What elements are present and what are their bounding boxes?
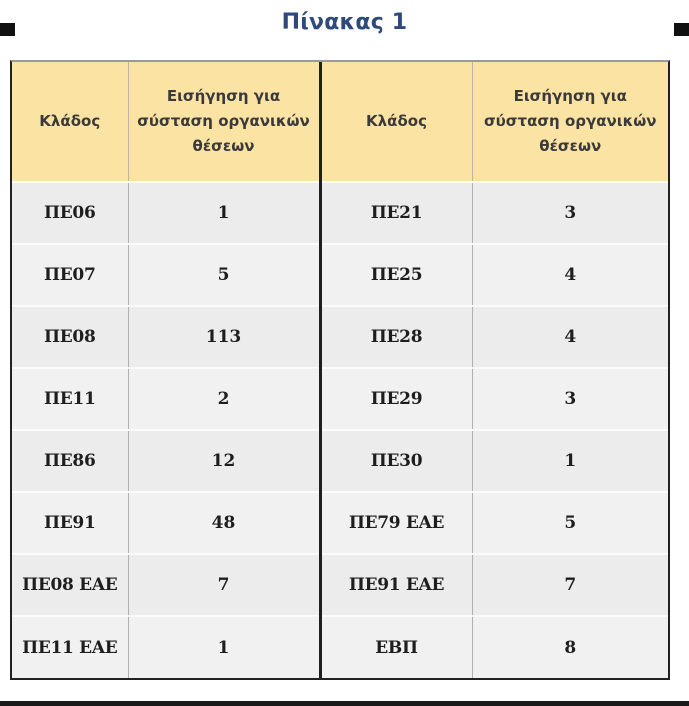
branch-cell-right: ΕΒΠ — [320, 616, 472, 678]
branch-cell-right: ΠΕ79 ΕΑΕ — [320, 492, 472, 554]
branch-cell-right: ΠΕ28 — [320, 306, 472, 368]
value-cell-right: 8 — [472, 616, 668, 678]
header-branch-left: Κλάδος — [12, 62, 128, 182]
branch-cell-right: ΠΕ30 — [320, 430, 472, 492]
table-body — [12, 182, 668, 678]
right-marker — [674, 23, 689, 36]
value-cell-right: 4 — [472, 306, 668, 368]
table-header-row — [12, 62, 668, 182]
value-cell-left: 1 — [128, 616, 320, 678]
value-cell-left: 7 — [128, 554, 320, 616]
bottom-rule — [0, 701, 689, 706]
table-row — [12, 554, 668, 616]
table-row — [12, 430, 668, 492]
branch-cell-left: ΠΕ07 — [12, 244, 128, 306]
value-cell-right: 3 — [472, 182, 668, 244]
branch-cell-left: ΠΕ86 — [12, 430, 128, 492]
value-cell-right: 3 — [472, 368, 668, 430]
value-cell-left: 12 — [128, 430, 320, 492]
positions-table-container — [10, 60, 670, 680]
table-row — [12, 368, 668, 430]
value-cell-left: 48 — [128, 492, 320, 554]
branch-cell-left: ΠΕ08 ΕΑΕ — [12, 554, 128, 616]
value-cell-left: 113 — [128, 306, 320, 368]
positions-table — [12, 62, 668, 678]
branch-cell-right: ΠΕ29 — [320, 368, 472, 430]
branch-cell-left: ΠΕ11 ΕΑΕ — [12, 616, 128, 678]
value-cell-right: 5 — [472, 492, 668, 554]
value-cell-right: 1 — [472, 430, 668, 492]
value-cell-left: 2 — [128, 368, 320, 430]
branch-cell-right: ΠΕ25 — [320, 244, 472, 306]
table-row — [12, 244, 668, 306]
header-proposal-left: Εισήγηση για σύσταση οργανικών θέσεων — [128, 62, 320, 182]
header-branch-right: Κλάδος — [320, 62, 472, 182]
branch-cell-left: ΠΕ91 — [12, 492, 128, 554]
value-cell-right: 7 — [472, 554, 668, 616]
table-row — [12, 492, 668, 554]
branch-cell-left: ΠΕ11 — [12, 368, 128, 430]
table-row — [12, 306, 668, 368]
value-cell-left: 1 — [128, 182, 320, 244]
table-title: Πίνακας 1 — [281, 10, 408, 35]
value-cell-right: 4 — [472, 244, 668, 306]
branch-cell-left: ΠΕ08 — [12, 306, 128, 368]
branch-cell-right: ΠΕ21 — [320, 182, 472, 244]
table-row — [12, 616, 668, 678]
branch-cell-right: ΠΕ91 ΕΑΕ — [320, 554, 472, 616]
branch-cell-left: ΠΕ06 — [12, 182, 128, 244]
header-proposal-right: Εισήγηση για σύσταση οργανικών θέσεων — [472, 62, 668, 182]
value-cell-left: 5 — [128, 244, 320, 306]
table-row — [12, 182, 668, 244]
